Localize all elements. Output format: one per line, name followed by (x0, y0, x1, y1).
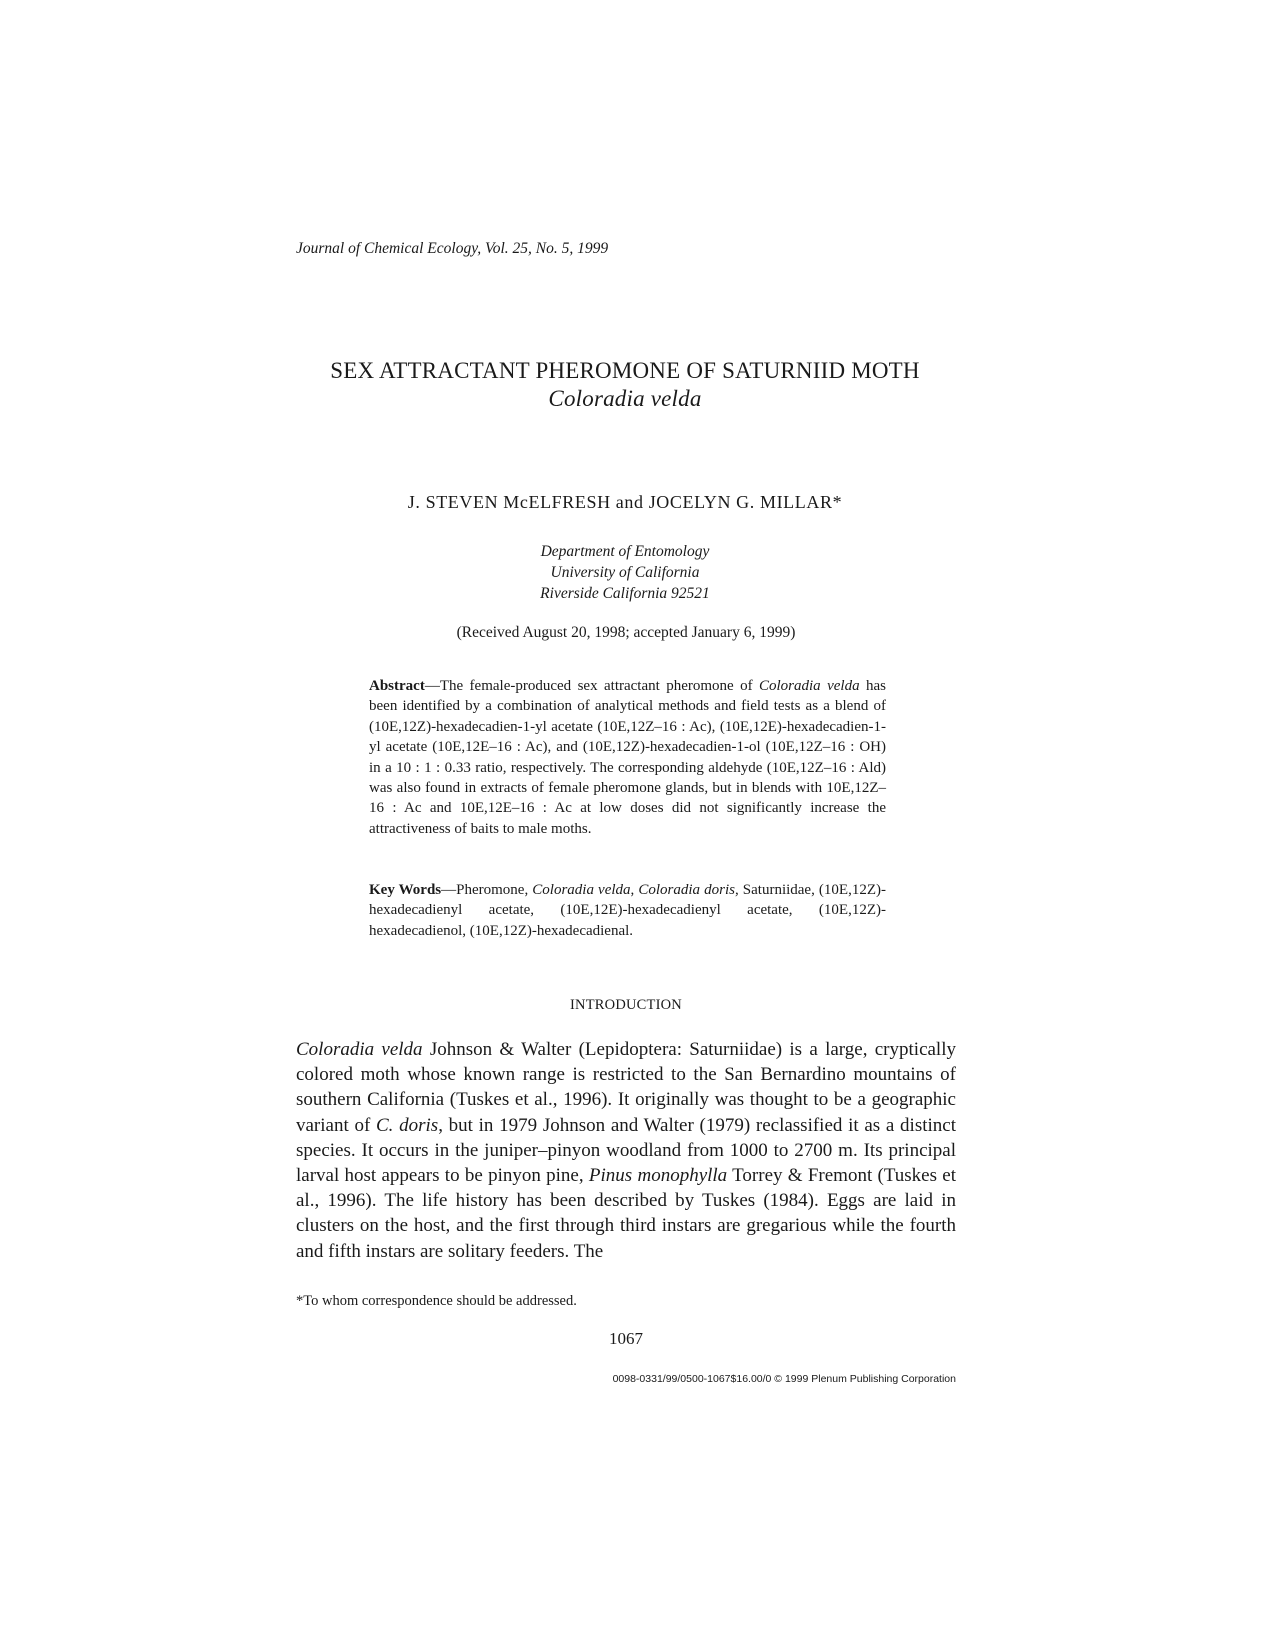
title-main: SEX ATTRACTANT PHEROMONE OF SATURNIID MOTH (330, 358, 920, 383)
author-list: J. STEVEN McELFRESH and JOCELYN G. MILLAR* (407, 492, 843, 512)
copyright-line: 0098-0331/99/0500-1067$16.00/0 © 1999 Plenum Publishing Corporation (612, 1373, 956, 1385)
affiliation-department: Department of Entomology (540, 543, 710, 560)
affiliation-university: University of California (550, 564, 700, 581)
abstract (369, 676, 886, 839)
footnote: *To whom correspondence should be addressed. (296, 1293, 577, 1309)
body-species: C. doris (376, 1114, 439, 1136)
keywords-species: Coloradia velda (532, 882, 631, 898)
title-species: Coloradia velda (548, 386, 702, 411)
introduction-paragraph (296, 1037, 956, 1264)
section-heading: INTRODUCTION (570, 997, 682, 1013)
body-text: Johnson & Walter (Lepidoptera: Saturniidae) is a large, cryptically colored moth whose known range is restricted to the San Bernardino mountains of southern California (Tuskes et al., 1996). It originally was thought to be a geographic variant of (296, 1039, 956, 1136)
body-species: Pinus monophylla (588, 1165, 728, 1187)
article-title (240, 357, 1010, 413)
journal-citation: Journal of Chemical Ecology, Vol. 25, No. 5, 1999 (296, 240, 609, 257)
abstract-label: Abstract (369, 678, 425, 694)
abstract-text: —The female-produced sex attractant pheromone of (424, 678, 759, 694)
body-text: Torrey & Fremont (Tuskes et al., 1996). The life history has been described by Tuskes (1984). Eggs are laid in clusters on the host, and the first through third instars are gregarious while the fourth and fifth instars are solitary feeders. The (296, 1165, 956, 1262)
abstract-species: Coloradia velda (759, 678, 860, 694)
keywords-text: , Saturniidae, (10E,12Z)-hexadecadienyl acetate, (10E,12E)-hexadecadienyl acetate, (10E,12Z)-hexadecadienol, (10E,12Z)-hexadecadienal. (369, 882, 886, 939)
body-species: Coloradia velda (296, 1039, 423, 1060)
body-text: , but in 1979 Johnson and Walter (1979) reclassified it as a distinct species. It occurs in the juniper–pinyon woodland from 1000 to 2700 m. Its principal larval host appears to be pinyon pine, (296, 1114, 956, 1187)
abstract-text: has been identified by a combination of analytical methods and field tests as a blend of (10E,12Z)-hexadecadien-1-yl acetate (10E,12Z–16 : Ac), (10E,12E)-hexadecadien-1-yl acetate (10E,12E–16 : Ac), and (10E,12Z)-hexadecadien-1-ol (10E,12Z–16 : OH) in a 10 : 1 : 0.33 ratio, respectively. The corresponding aldehyde (10E,12Z–16 : Ald) was also found in extracts of female pheromone glands, but in blends with 10E,12Z–16 : Ac and 10E,12E–16 : Ac at low doses did not significantly increase the attractiveness of baits to male moths. (369, 678, 886, 837)
key-words (369, 880, 886, 941)
keywords-label: Key Words (369, 882, 442, 898)
keywords-text: , (630, 882, 639, 898)
received-dates: (Received August 20, 1998; accepted January 6, 1999) (456, 624, 796, 641)
page-number: 1067 (609, 1329, 643, 1348)
keywords-text: —Pheromone, (441, 882, 533, 898)
affiliation-address: Riverside California 92521 (540, 585, 710, 602)
keywords-species: Coloradia doris (638, 882, 735, 898)
affiliation (400, 541, 850, 604)
